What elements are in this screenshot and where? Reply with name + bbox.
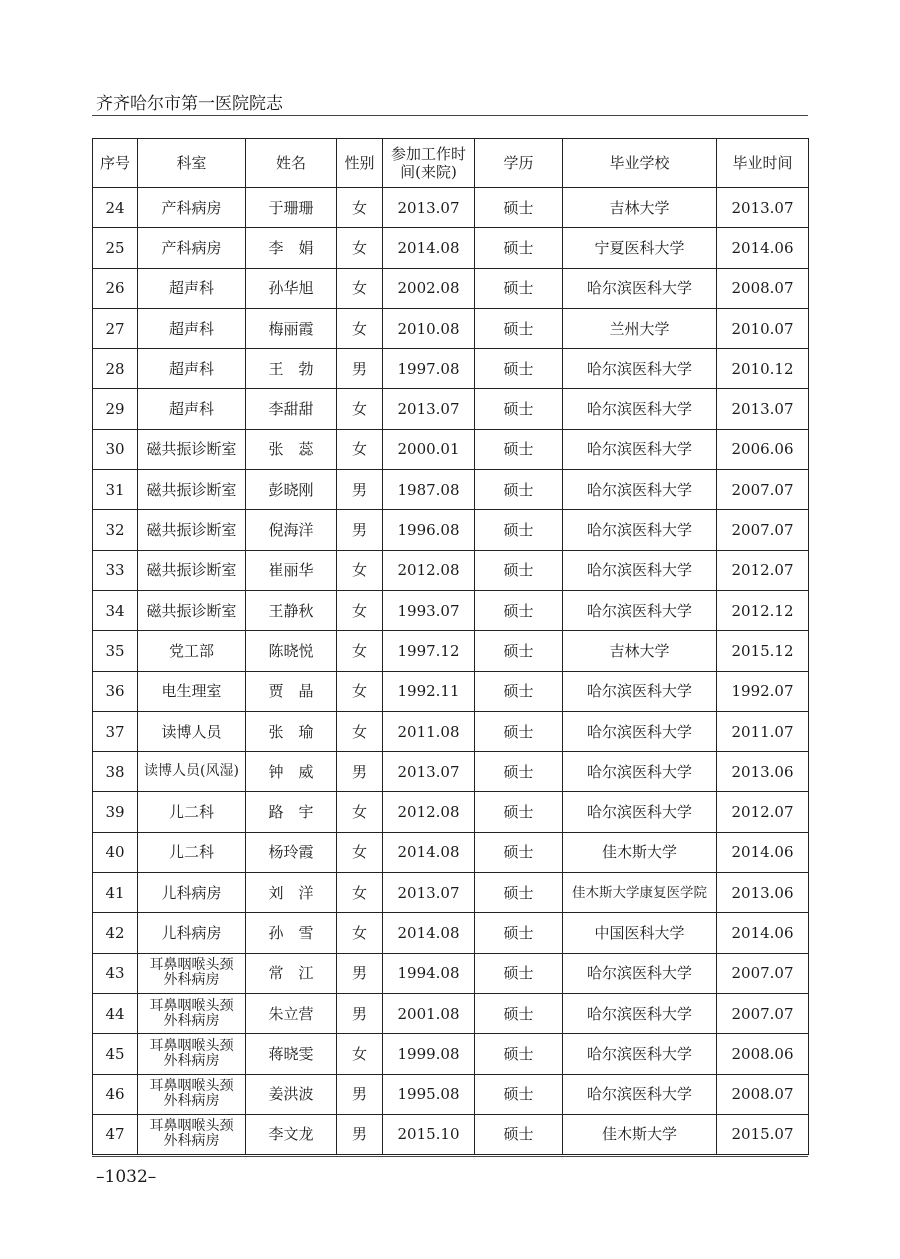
cell-school: 吉林大学: [563, 631, 717, 671]
cell-department: 磁共振诊断室: [138, 590, 246, 630]
cell-department: 儿科病房: [138, 913, 246, 953]
cell-education: 硕士: [475, 993, 563, 1033]
table-body: [93, 188, 809, 1155]
cell-department: 耳鼻咽喉头颈外科病房: [138, 1074, 246, 1114]
cell-education: 硕士: [475, 631, 563, 671]
cell-name: 杨玲霞: [246, 832, 337, 872]
cell-department: 读博人员: [138, 711, 246, 751]
table-row: [93, 1034, 809, 1074]
cell-graduation-date: 2012.07: [717, 550, 809, 590]
cell-graduation-date: 2010.12: [717, 349, 809, 389]
cell-gender: 男: [337, 1074, 383, 1114]
cell-name: 彭晓刚: [246, 470, 337, 510]
table-row: [93, 792, 809, 832]
cell-index: 45: [93, 1034, 138, 1074]
cell-index: 25: [93, 228, 138, 268]
cell-gender: 男: [337, 953, 383, 993]
cell-school: 哈尔滨医科大学: [563, 1074, 717, 1114]
cell-school: 哈尔滨医科大学: [563, 590, 717, 630]
cell-graduation-date: 2013.06: [717, 752, 809, 792]
cell-department: 产科病房: [138, 228, 246, 268]
cell-graduation-date: 2007.07: [717, 993, 809, 1033]
cell-gender: 女: [337, 711, 383, 751]
cell-department: 超声科: [138, 268, 246, 308]
cell-graduation-date: 2007.07: [717, 470, 809, 510]
header-divider: [92, 115, 808, 116]
cell-gender: 女: [337, 873, 383, 913]
cell-index: 47: [93, 1114, 138, 1154]
cell-gender: 女: [337, 268, 383, 308]
cell-school: 哈尔滨医科大学: [563, 349, 717, 389]
cell-department: 耳鼻咽喉头颈外科病房: [138, 993, 246, 1033]
cell-start-date: 2013.07: [383, 188, 475, 228]
cell-department: 耳鼻咽喉头颈外科病房: [138, 1034, 246, 1074]
cell-graduation-date: 2008.07: [717, 268, 809, 308]
cell-department: 儿科病房: [138, 873, 246, 913]
cell-start-date: 2011.08: [383, 711, 475, 751]
cell-start-date: 2014.08: [383, 913, 475, 953]
cell-graduation-date: 2008.06: [717, 1034, 809, 1074]
running-head-title: 齐齐哈尔市第一医院院志: [96, 94, 283, 114]
cell-department: 产科病房: [138, 188, 246, 228]
cell-start-date: 1993.07: [383, 590, 475, 630]
cell-gender: 女: [337, 631, 383, 671]
cell-education: 硕士: [475, 1114, 563, 1154]
cell-name: 王 勃: [246, 349, 337, 389]
cell-gender: 男: [337, 470, 383, 510]
cell-name: 朱立营: [246, 993, 337, 1033]
cell-gender: 女: [337, 188, 383, 228]
cell-department: 超声科: [138, 389, 246, 429]
cell-education: 硕士: [475, 1034, 563, 1074]
cell-education: 硕士: [475, 550, 563, 590]
cell-gender: 男: [337, 993, 383, 1033]
cell-start-date: 2000.01: [383, 429, 475, 469]
cell-name: 崔丽华: [246, 550, 337, 590]
table-row: [93, 711, 809, 751]
cell-graduation-date: 2014.06: [717, 228, 809, 268]
cell-graduation-date: 2015.12: [717, 631, 809, 671]
cell-school: 哈尔滨医科大学: [563, 470, 717, 510]
cell-name: 姜洪波: [246, 1074, 337, 1114]
table-row: [93, 913, 809, 953]
cell-graduation-date: 2012.12: [717, 590, 809, 630]
cell-start-date: 2001.08: [383, 993, 475, 1033]
cell-index: 38: [93, 752, 138, 792]
cell-education: 硕士: [475, 832, 563, 872]
cell-start-date: 2012.08: [383, 550, 475, 590]
cell-index: 29: [93, 389, 138, 429]
cell-gender: 女: [337, 429, 383, 469]
cell-index: 41: [93, 873, 138, 913]
cell-education: 硕士: [475, 228, 563, 268]
cell-gender: 女: [337, 792, 383, 832]
cell-name: 张 瑜: [246, 711, 337, 751]
cell-index: 46: [93, 1074, 138, 1114]
cell-index: 39: [93, 792, 138, 832]
table-row: [93, 993, 809, 1033]
cell-start-date: 1997.12: [383, 631, 475, 671]
cell-index: 40: [93, 832, 138, 872]
cell-gender: 女: [337, 832, 383, 872]
cell-department: 儿二科: [138, 792, 246, 832]
cell-gender: 女: [337, 913, 383, 953]
cell-name: 蒋晓雯: [246, 1034, 337, 1074]
cell-school: 哈尔滨医科大学: [563, 752, 717, 792]
footer-divider: [92, 1156, 808, 1157]
cell-name: 李 娟: [246, 228, 337, 268]
cell-gender: 女: [337, 550, 383, 590]
cell-index: 36: [93, 671, 138, 711]
cell-graduation-date: 2012.07: [717, 792, 809, 832]
cell-start-date: 2002.08: [383, 268, 475, 308]
cell-education: 硕士: [475, 349, 563, 389]
cell-education: 硕士: [475, 429, 563, 469]
table-row: [93, 590, 809, 630]
cell-education: 硕士: [475, 268, 563, 308]
cell-name: 路 宇: [246, 792, 337, 832]
cell-school: 哈尔滨医科大学: [563, 510, 717, 550]
cell-index: 30: [93, 429, 138, 469]
cell-school: 哈尔滨医科大学: [563, 711, 717, 751]
cell-start-date: 2013.07: [383, 752, 475, 792]
cell-graduation-date: 2007.07: [717, 953, 809, 993]
cell-graduation-date: 2013.07: [717, 389, 809, 429]
cell-education: 硕士: [475, 470, 563, 510]
cell-index: 44: [93, 993, 138, 1033]
cell-index: 31: [93, 470, 138, 510]
cell-school: 哈尔滨医科大学: [563, 792, 717, 832]
cell-school: 哈尔滨医科大学: [563, 389, 717, 429]
cell-school: 佳木斯大学: [563, 1114, 717, 1154]
cell-school: 哈尔滨医科大学: [563, 1034, 717, 1074]
cell-start-date: 2010.08: [383, 308, 475, 348]
staff-table: [92, 138, 809, 1155]
cell-department: 儿二科: [138, 832, 246, 872]
cell-start-date: 1999.08: [383, 1034, 475, 1074]
cell-name: 梅丽霞: [246, 308, 337, 348]
cell-department: 耳鼻咽喉头颈外科病房: [138, 1114, 246, 1154]
cell-index: 43: [93, 953, 138, 993]
cell-school: 兰州大学: [563, 308, 717, 348]
cell-education: 硕士: [475, 188, 563, 228]
cell-school: 哈尔滨医科大学: [563, 993, 717, 1033]
cell-name: 张 蕊: [246, 429, 337, 469]
cell-name: 王静秋: [246, 590, 337, 630]
cell-school: 哈尔滨医科大学: [563, 671, 717, 711]
table-row: [93, 228, 809, 268]
col-header-name: 姓名: [246, 139, 337, 188]
cell-department: 磁共振诊断室: [138, 550, 246, 590]
cell-gender: 女: [337, 308, 383, 348]
cell-start-date: 2014.08: [383, 228, 475, 268]
cell-graduation-date: 2014.06: [717, 832, 809, 872]
page-number: –1032–: [96, 1167, 157, 1187]
cell-name: 孙 雪: [246, 913, 337, 953]
table-row: [93, 873, 809, 913]
cell-education: 硕士: [475, 389, 563, 429]
cell-name: 贾 晶: [246, 671, 337, 711]
cell-index: 24: [93, 188, 138, 228]
cell-start-date: 1997.08: [383, 349, 475, 389]
table-row: [93, 1074, 809, 1114]
cell-start-date: 1996.08: [383, 510, 475, 550]
cell-graduation-date: 1992.07: [717, 671, 809, 711]
cell-name: 钟 威: [246, 752, 337, 792]
table-row: [93, 671, 809, 711]
cell-department: 读博人员(风湿): [138, 752, 246, 792]
cell-graduation-date: 2010.07: [717, 308, 809, 348]
table-row: [93, 308, 809, 348]
table-row: [93, 752, 809, 792]
cell-education: 硕士: [475, 671, 563, 711]
cell-index: 35: [93, 631, 138, 671]
cell-gender: 男: [337, 510, 383, 550]
cell-start-date: 1995.08: [383, 1074, 475, 1114]
col-header-index: 序号: [93, 139, 138, 188]
cell-education: 硕士: [475, 913, 563, 953]
cell-education: 硕士: [475, 510, 563, 550]
cell-name: 孙华旭: [246, 268, 337, 308]
table-row: [93, 832, 809, 872]
cell-education: 硕士: [475, 752, 563, 792]
table-row: [93, 1114, 809, 1154]
cell-education: 硕士: [475, 1074, 563, 1114]
col-header-start-date: 参加工作时间(来院): [383, 139, 475, 188]
table-row: [93, 510, 809, 550]
cell-start-date: 2013.07: [383, 389, 475, 429]
cell-department: 党工部: [138, 631, 246, 671]
cell-department: 超声科: [138, 349, 246, 389]
col-header-school: 毕业学校: [563, 139, 717, 188]
cell-school: 佳木斯大学: [563, 832, 717, 872]
table-row: [93, 550, 809, 590]
cell-department: 磁共振诊断室: [138, 429, 246, 469]
cell-graduation-date: 2013.07: [717, 188, 809, 228]
cell-graduation-date: 2011.07: [717, 711, 809, 751]
cell-name: 刘 洋: [246, 873, 337, 913]
cell-index: 34: [93, 590, 138, 630]
table-row: [93, 188, 809, 228]
cell-graduation-date: 2006.06: [717, 429, 809, 469]
cell-education: 硕士: [475, 711, 563, 751]
cell-education: 硕士: [475, 590, 563, 630]
cell-department: 超声科: [138, 308, 246, 348]
cell-name: 李甜甜: [246, 389, 337, 429]
cell-department: 电生理室: [138, 671, 246, 711]
col-header-graduation-date: 毕业时间: [717, 139, 809, 188]
cell-index: 33: [93, 550, 138, 590]
cell-index: 32: [93, 510, 138, 550]
cell-index: 42: [93, 913, 138, 953]
cell-start-date: 2012.08: [383, 792, 475, 832]
cell-school: 吉林大学: [563, 188, 717, 228]
cell-start-date: 1992.11: [383, 671, 475, 711]
table-row: [93, 470, 809, 510]
cell-school: 哈尔滨医科大学: [563, 268, 717, 308]
table-row: [93, 953, 809, 993]
cell-gender: 男: [337, 349, 383, 389]
cell-education: 硕士: [475, 792, 563, 832]
cell-school: 宁夏医科大学: [563, 228, 717, 268]
col-header-education: 学历: [475, 139, 563, 188]
table-row: [93, 389, 809, 429]
cell-graduation-date: 2014.06: [717, 913, 809, 953]
cell-gender: 男: [337, 752, 383, 792]
cell-gender: 女: [337, 671, 383, 711]
cell-department: 磁共振诊断室: [138, 470, 246, 510]
cell-gender: 男: [337, 1114, 383, 1154]
cell-index: 26: [93, 268, 138, 308]
cell-index: 27: [93, 308, 138, 348]
cell-name: 常 江: [246, 953, 337, 993]
cell-index: 28: [93, 349, 138, 389]
cell-gender: 女: [337, 389, 383, 429]
cell-school: 哈尔滨医科大学: [563, 429, 717, 469]
cell-education: 硕士: [475, 953, 563, 993]
cell-gender: 女: [337, 228, 383, 268]
cell-gender: 女: [337, 1034, 383, 1074]
cell-index: 37: [93, 711, 138, 751]
table-row: [93, 631, 809, 671]
cell-graduation-date: 2008.07: [717, 1074, 809, 1114]
table-row: [93, 268, 809, 308]
cell-name: 于珊珊: [246, 188, 337, 228]
col-header-gender: 性别: [337, 139, 383, 188]
cell-name: 倪海洋: [246, 510, 337, 550]
table-row: [93, 429, 809, 469]
cell-name: 陈晓悦: [246, 631, 337, 671]
table-row: [93, 349, 809, 389]
cell-graduation-date: 2007.07: [717, 510, 809, 550]
cell-school: 哈尔滨医科大学: [563, 953, 717, 993]
cell-graduation-date: 2013.06: [717, 873, 809, 913]
cell-education: 硕士: [475, 873, 563, 913]
cell-school: 佳木斯大学康复医学院: [563, 873, 717, 913]
cell-start-date: 2015.10: [383, 1114, 475, 1154]
cell-graduation-date: 2015.07: [717, 1114, 809, 1154]
cell-start-date: 2014.08: [383, 832, 475, 872]
cell-education: 硕士: [475, 308, 563, 348]
cell-name: 李文龙: [246, 1114, 337, 1154]
cell-start-date: 1987.08: [383, 470, 475, 510]
table-header-row: [93, 139, 809, 188]
cell-school: 中国医科大学: [563, 913, 717, 953]
cell-department: 耳鼻咽喉头颈外科病房: [138, 953, 246, 993]
col-header-department: 科室: [138, 139, 246, 188]
cell-department: 磁共振诊断室: [138, 510, 246, 550]
cell-start-date: 2013.07: [383, 873, 475, 913]
cell-start-date: 1994.08: [383, 953, 475, 993]
cell-gender: 女: [337, 590, 383, 630]
cell-school: 哈尔滨医科大学: [563, 550, 717, 590]
